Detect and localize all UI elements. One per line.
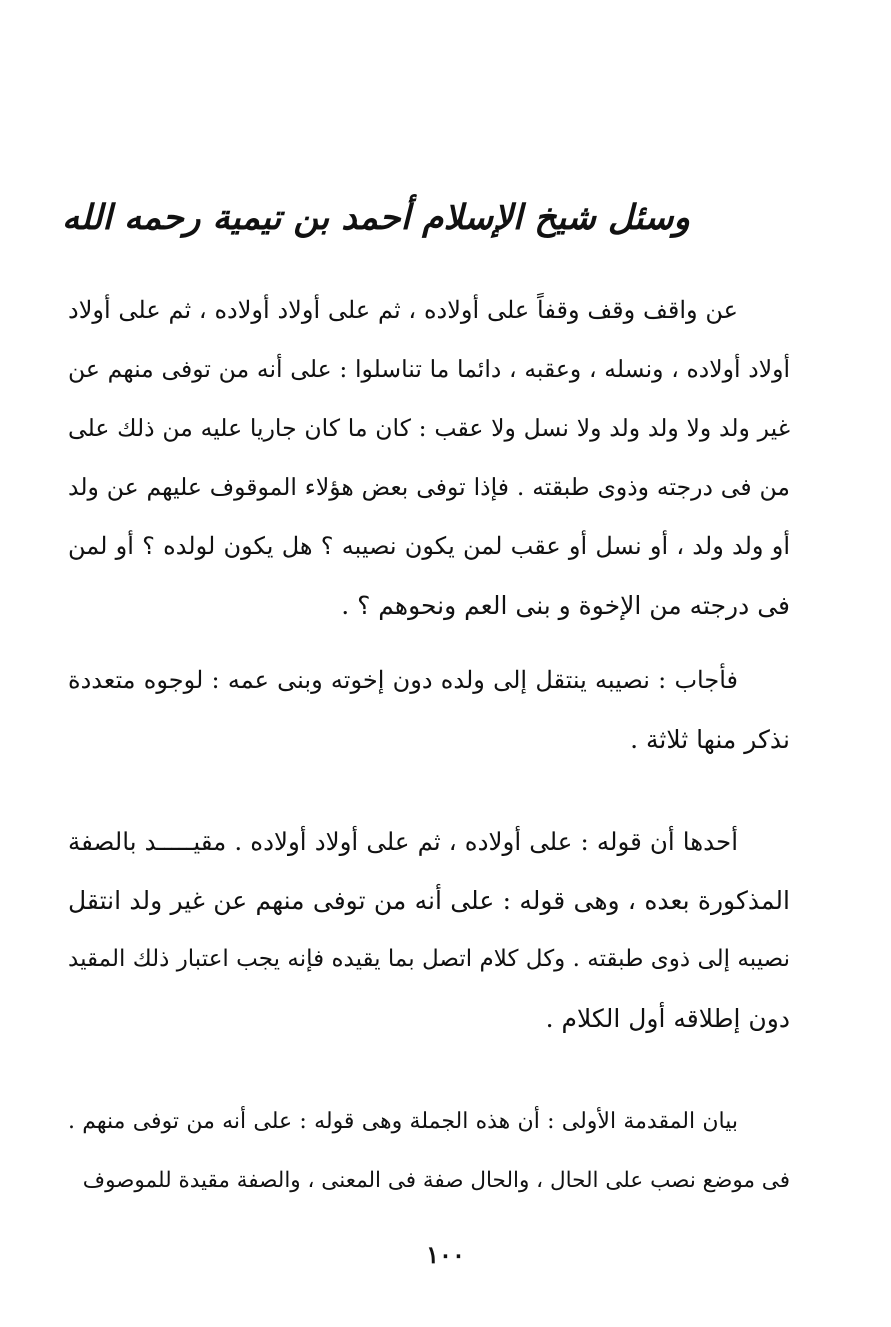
text-line: غير ولد ولا ولد ولد ولا نسل ولا عقب : كان ما كان جاريا عليه من ذلك على <box>68 414 790 442</box>
page-number: ١٠٠ <box>426 1240 465 1269</box>
text-line: فى درجته من الإخوة و بنى العم ونحوهم ؟ . <box>341 591 790 620</box>
first-reason-paragraph <box>68 812 790 1048</box>
text-line: أحدها أن قوله : على أولاده ، ثم على أولاد أولاده . مقيـــــد بالصفة <box>68 827 738 856</box>
text-line: من فى درجته وذوى طبقته . فإذا توفى بعض هؤلاء الموقوف عليهم عن ولد <box>68 473 790 501</box>
text-line: عن واقف وقف وقفاً على أولاده ، ثم على أولاد أولاده ، ثم على أولاد <box>68 296 738 324</box>
text-line: نذكر منها ثلاثة . <box>630 725 790 754</box>
text-line: بيان المقدمة الأولى : أن هذه الجملة وهى قوله : على أنه من توفى منهم . <box>68 1109 738 1134</box>
text-line: فى موضع نصب على الحال ، والحال صفة فى المعنى ، والصفة مقيدة للموصوف <box>82 1168 790 1193</box>
question-paragraph <box>68 281 790 635</box>
text-line: أو ولد ولد ، أو نسل أو عقب لمن يكون نصيبه ؟ هل يكون لولده ؟ أو لمن <box>68 532 791 560</box>
text-line: المذكورة بعده ، وهى قوله : على أنه من توفى منهم عن غير ولد انتقل <box>68 886 790 915</box>
explanation-paragraph <box>68 1092 790 1210</box>
answer-paragraph <box>68 651 790 769</box>
fatwa-title: وسئل شيخ الإسلام أحمد بن تيمية رحمه الله <box>61 198 691 238</box>
text-line: أولاد أولاده ، ونسله ، وعقبه ، دائما ما تناسلوا : على أنه من توفى منهم عن <box>68 355 790 383</box>
text-line: فأجاب : نصيبه ينتقل إلى ولده دون إخوته وبنى عمه : لوجوه متعددة <box>68 666 738 694</box>
text-line: نصيبه إلى ذوى طبقته . وكل كلام اتصل بما يقيده فإنه يجب اعتبار ذلك المقيد <box>68 946 790 972</box>
text-line: دون إطلاقه أول الكلام . <box>545 1004 790 1033</box>
